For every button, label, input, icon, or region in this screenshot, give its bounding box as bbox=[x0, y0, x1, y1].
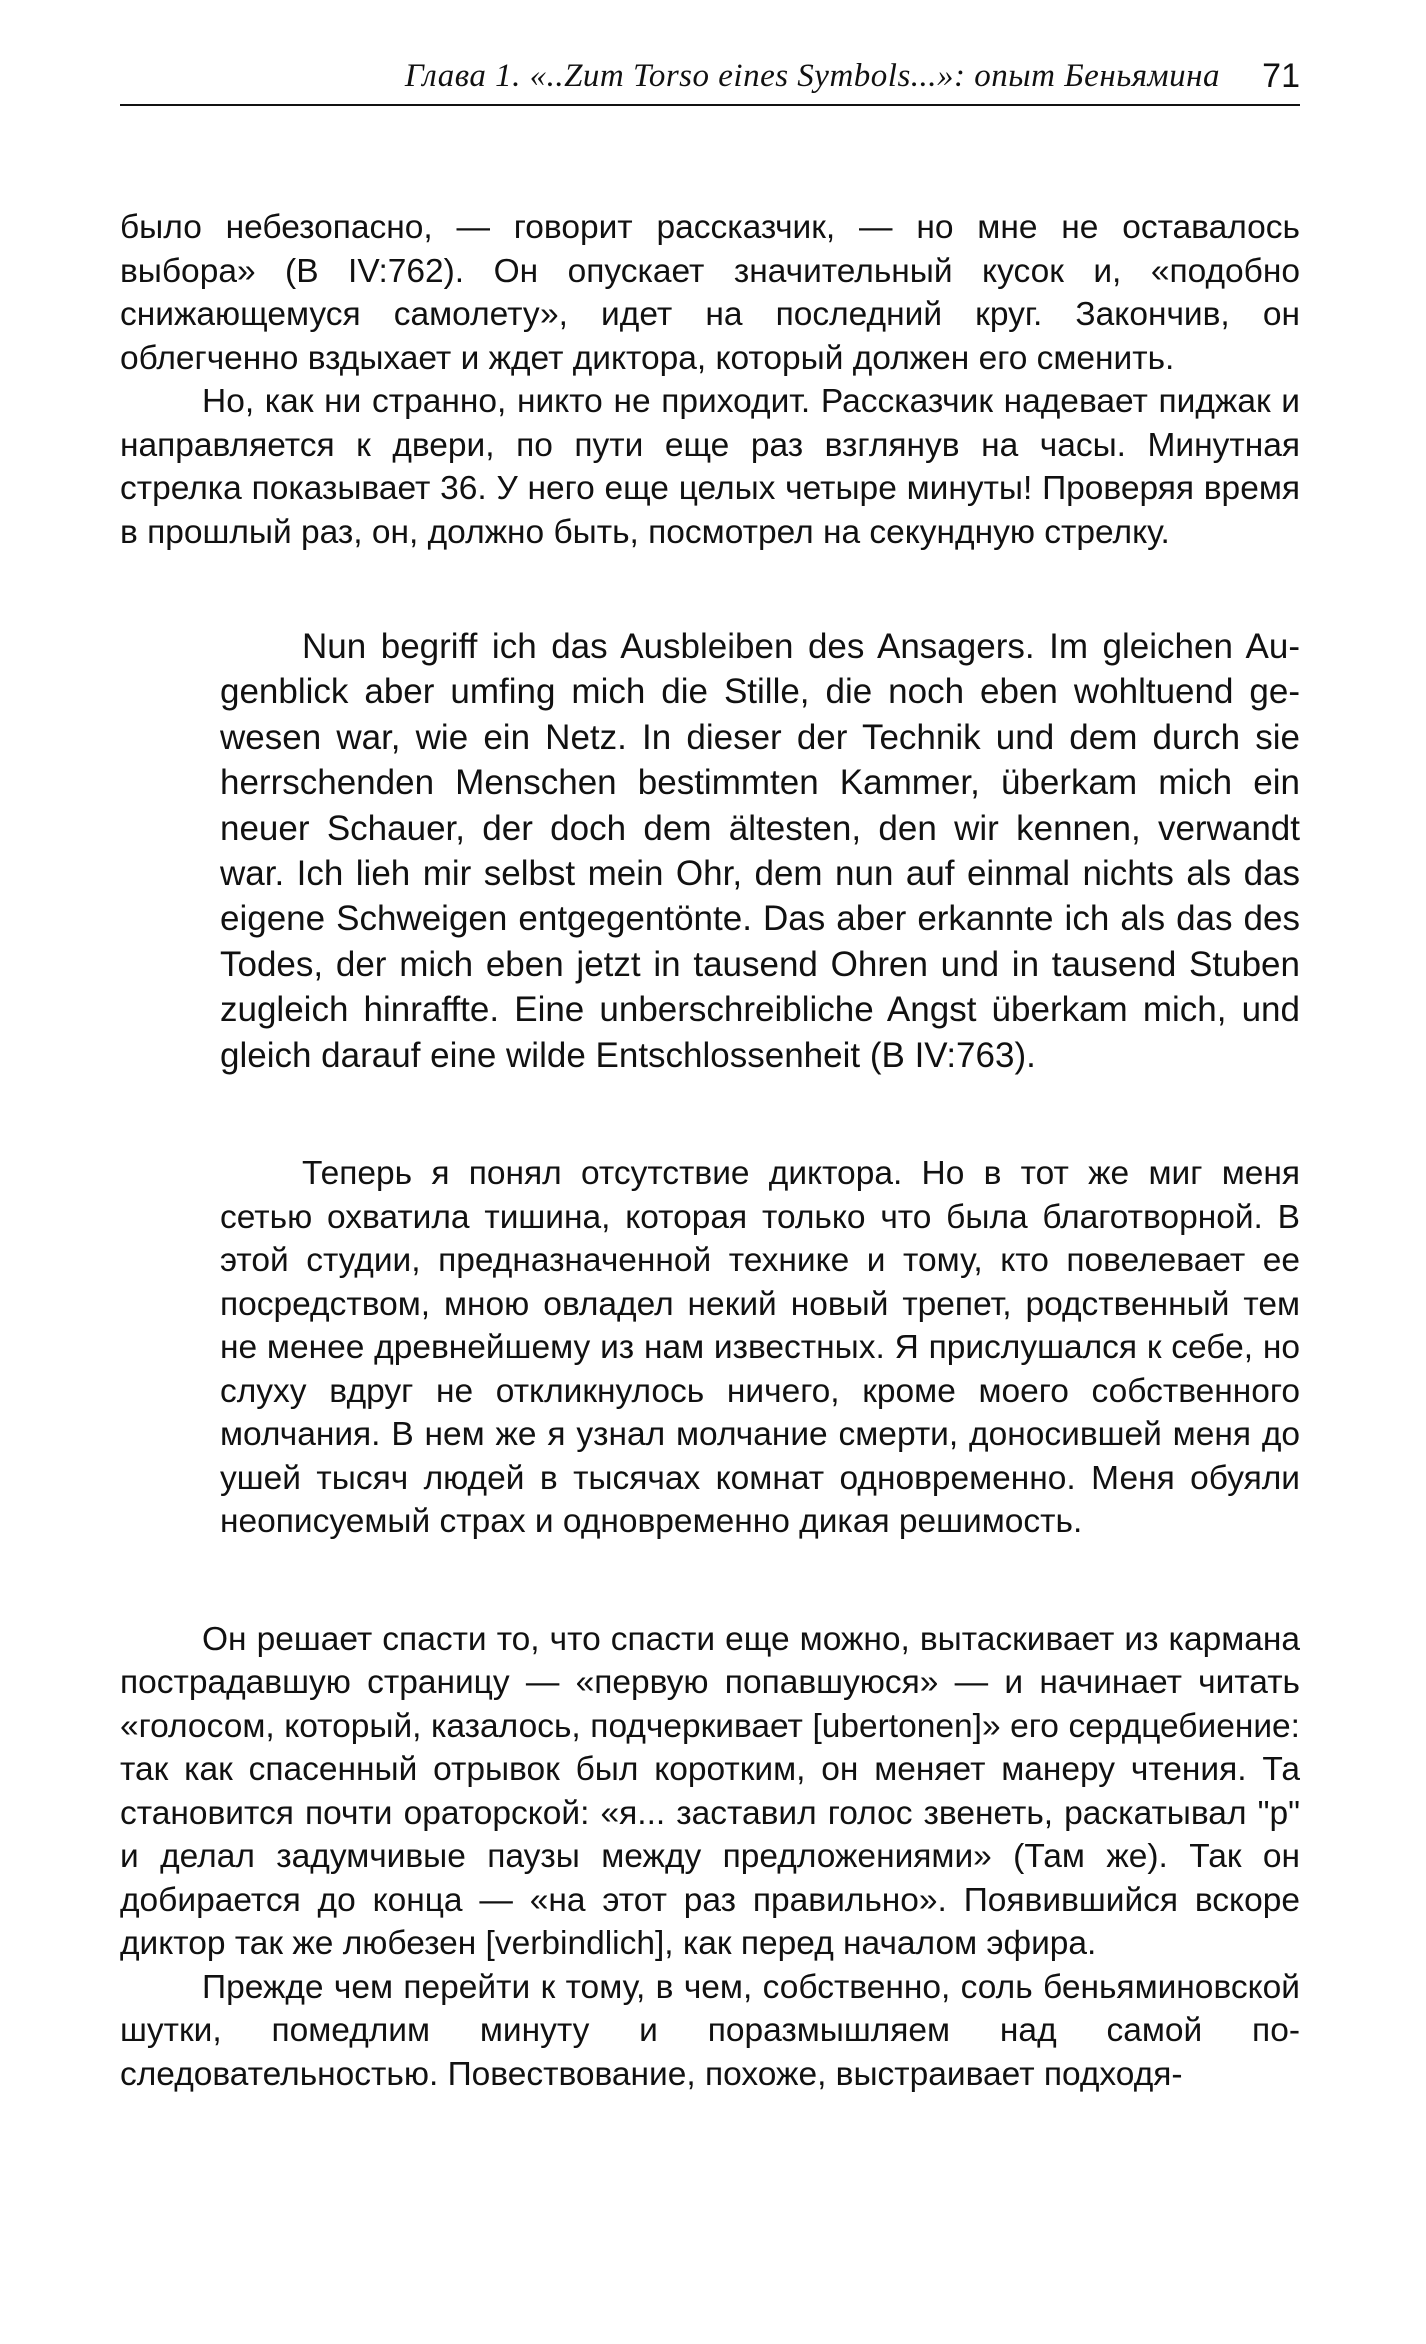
book-page bbox=[120, 48, 1300, 2096]
paragraph: Но, как ни странно, никто не приходит. Рассказчик надевает пиджак и направляется к двери, по пути еще раз взглянув на часы. Минутная стрелка показывает 36. У него еще целых четыре минуты! Проверяя время в прошлый раз, он, должно быть, посмотрел на секундную стрелку. bbox=[120, 383, 1300, 551]
block-quote-russian bbox=[220, 1152, 1300, 1544]
running-header bbox=[120, 48, 1300, 106]
block-quote-german bbox=[220, 624, 1300, 1078]
paragraph-last: Прежде чем перейти к тому, в чем, собственно, соль беньяминовской шутки, помедлим минуту и поразмышляем над самой последовательностью. Повествование, похоже, выстраивает подходя- bbox=[120, 1968, 1300, 2093]
running-title: Глава 1. «..Zum Torso eines Symbols...»: опыт Беньямина bbox=[404, 58, 1220, 94]
quote-russian-text: Теперь я понял отсутствие диктора. Но в тот же миг меня сетью охватила тишина, которая только что была благотворной. В этой студии, предназначенной технике и тому, кто повелевает ее посредством, мною овладел некий новый трепет, родственный тем не менее древнейшему из нам известных. Я прислушался к себе, но слуху вдруг не откликнулось ничего, кроме моего собственного молчания. В нем же я узнал молчание смерти, доносившей меня до ушей тысяч людей в тысячах комнат одновременно. Меня обуяли неописуемый страх и одновременно дикая решимость. bbox=[220, 1155, 1300, 1541]
quote-german-text: Nun begriff ich das Ausbleiben des Ansagers. Im gleichen Augenblick aber umfing mich die Stille, die noch eben wohltuend gewesen war, wie ein Netz. In dieser der Technik und dem durch sie herrschenden Menschen bestimmten Kammer, überkam mich ein neuer Schauer, der doch dem ältesten, den wir kennen, verwandt war. Ich lieh mir selbst mein Ohr, dem nun auf einmal nichts als das eigene Schweigen entgegentönte. Das aber erkannte ich als das des Todes, der mich eben jetzt in tausend Ohren und in tausend Stuben zugleich hinraffte. Eine unberschreibliche Angst überkam mich, und gleich darauf eine wilde Entschlossenheit (B IV:763). bbox=[220, 627, 1300, 1075]
page-number: 71 bbox=[1262, 57, 1300, 95]
paragraph-continuation: было небезопасно, — говорит рассказчик, — но мне не оставалось выбора» (В IV:762). Он опускает значительный кусок и, «подобно снижающемуся самолету», идет на последний круг. Закончив, он облегченно вздыхает и ждет диктора, который должен его сменить. bbox=[120, 209, 1300, 377]
paragraph: Он решает спасти то, что спасти еще можно, вытаскивает из кармана пострадавшую страницу — «первую попавшуюся» — и начинает читать «голосом, который, казалось, подчеркивает [ubertonen]» его сердцебиение: так как спасенный отрывок был коротким, он меняет манеру чтения. Та становится почти ораторской: «я... заставил голос звенеть, раскатывал "р" и делал задумчивые паузы между предложениями» (Там же). Так он добирается до конца — «на этот раз правильно». Появившийся вскоре диктор так же любезен [verbindlich], как перед началом эфира. bbox=[120, 1620, 1300, 1963]
